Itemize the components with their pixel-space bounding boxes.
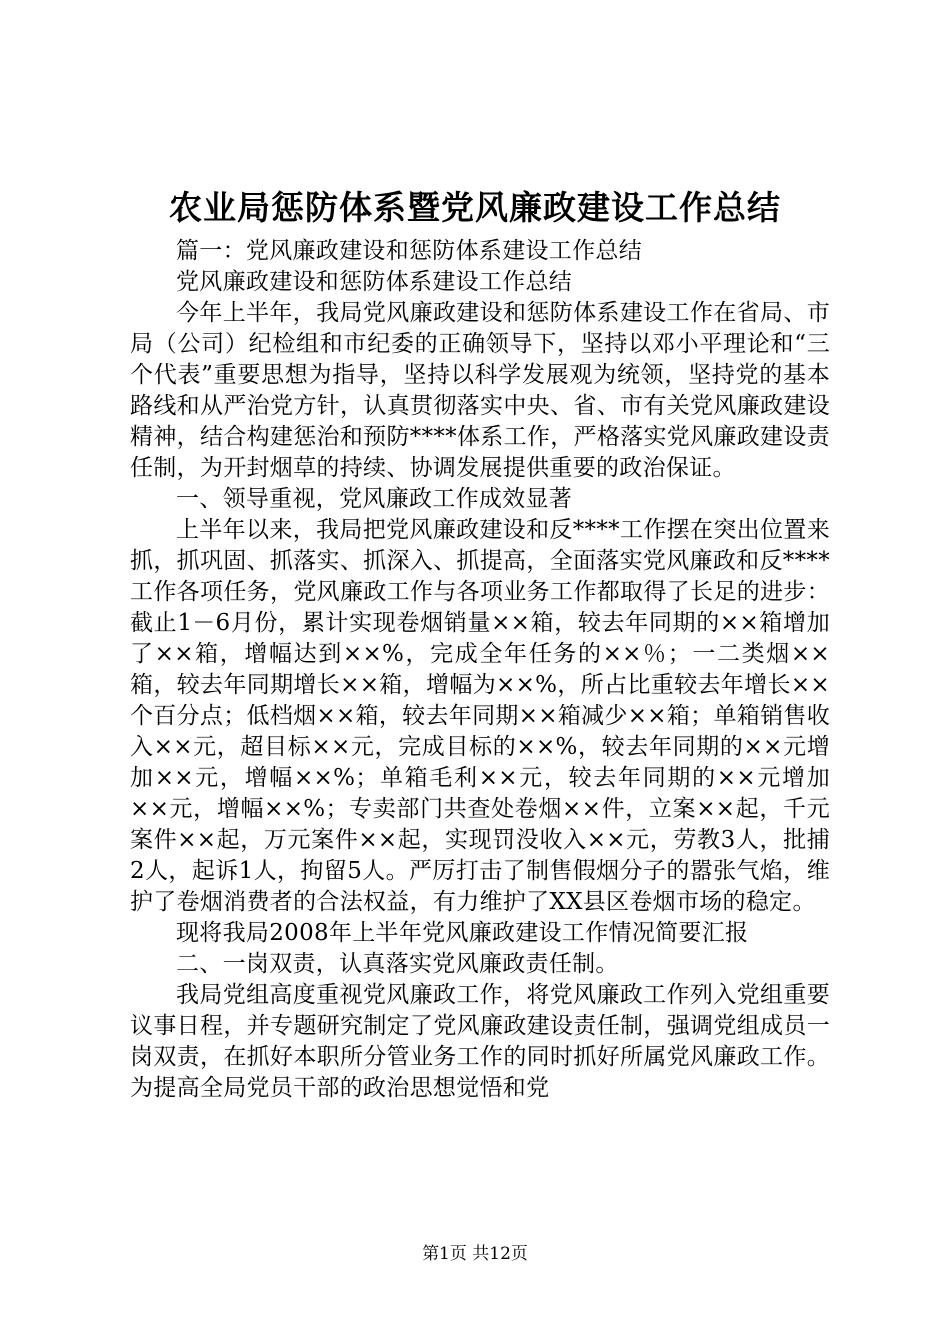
paragraph-intro: 今年上半年，我局党风廉政建设和惩防体系建设工作在省局、市局（公司）纪检组和市纪委的正确领导下，坚持以邓小平理论和“三个代表”重要思想为指导，坚持以科学发展观为统领，坚持党的基本路线和从严治党方针，认真贯彻落实中央、省、市有关党风廉政建设精神，结合构建惩治和预防****体系工作，严格落实党风廉政建设责任制，为开封烟草的持续、协调发展提供重要的政治保证。 [130, 300, 830, 481]
page-footer: 第1页 共12页 [422, 1244, 528, 1264]
paragraph-chapter-heading: 篇一：党风廉政建设和惩防体系建设工作总结 [176, 238, 642, 264]
paragraph-subtitle: 党风廉政建设和惩防体系建设工作总结 [176, 269, 573, 295]
document-body [130, 236, 830, 1104]
paragraph-report-note: 现将我局2008年上半年党风廉政建设工作情况简要汇报 [176, 920, 749, 946]
paragraph-section-two-body: 我局党组高度重视党风廉政工作，将党风廉政工作列入党组重要议事日程，并专题研究制定了党风廉政建设责任制，强调党组成员一岗双责，在抓好本职所分管业务工作的同时抓好所属党风廉政工作。为提高全局党员干部的政治思想觉悟和党 [130, 982, 830, 1101]
paragraph-section-two-heading: 二、一岗双责，认真落实党风廉政责任制。 [176, 951, 619, 977]
document-title: 农业局惩防体系暨党风廉政建设工作总结 [169, 188, 781, 227]
paragraph-section-one-heading: 一、领导重视，党风廉政工作成效显著 [176, 486, 573, 512]
paragraph-section-one-body: 上半年以来，我局把党风廉政建设和反****工作摆在突出位置来抓，抓巩固、抓落实、抓深入、抓提高，全面落实党风廉政和反****工作各项任务，党风廉政工作与各项业务工作都取得了长足的进步：截止1－6月份，累计实现卷烟销量××箱，较去年同期的××箱增加了××箱，增幅达到××%，完成全年任务的××％；一二类烟××箱，较去年同期增长××箱，增幅为××%，所占比重较去年增长××个百分点；低档烟××箱，较去年同期××箱减少××箱；单箱销售收入××元，超目标××元，完成目标的××%，较去年同期的××元增加××元，增幅××%；单箱毛利××元，较去年同期的××元增加××元，增幅××%；专卖部门共查处卷烟××件，立案××起，千元案件××起，万元案件××起，实现罚没收入××元，劳教3人，批捕2人，起诉1人，拘留5人。严厉打击了制售假烟分子的嚣张气焰，维护了卷烟消费者的合法权益，有力维护了XX县区卷烟市场的稳定。 [130, 517, 830, 915]
